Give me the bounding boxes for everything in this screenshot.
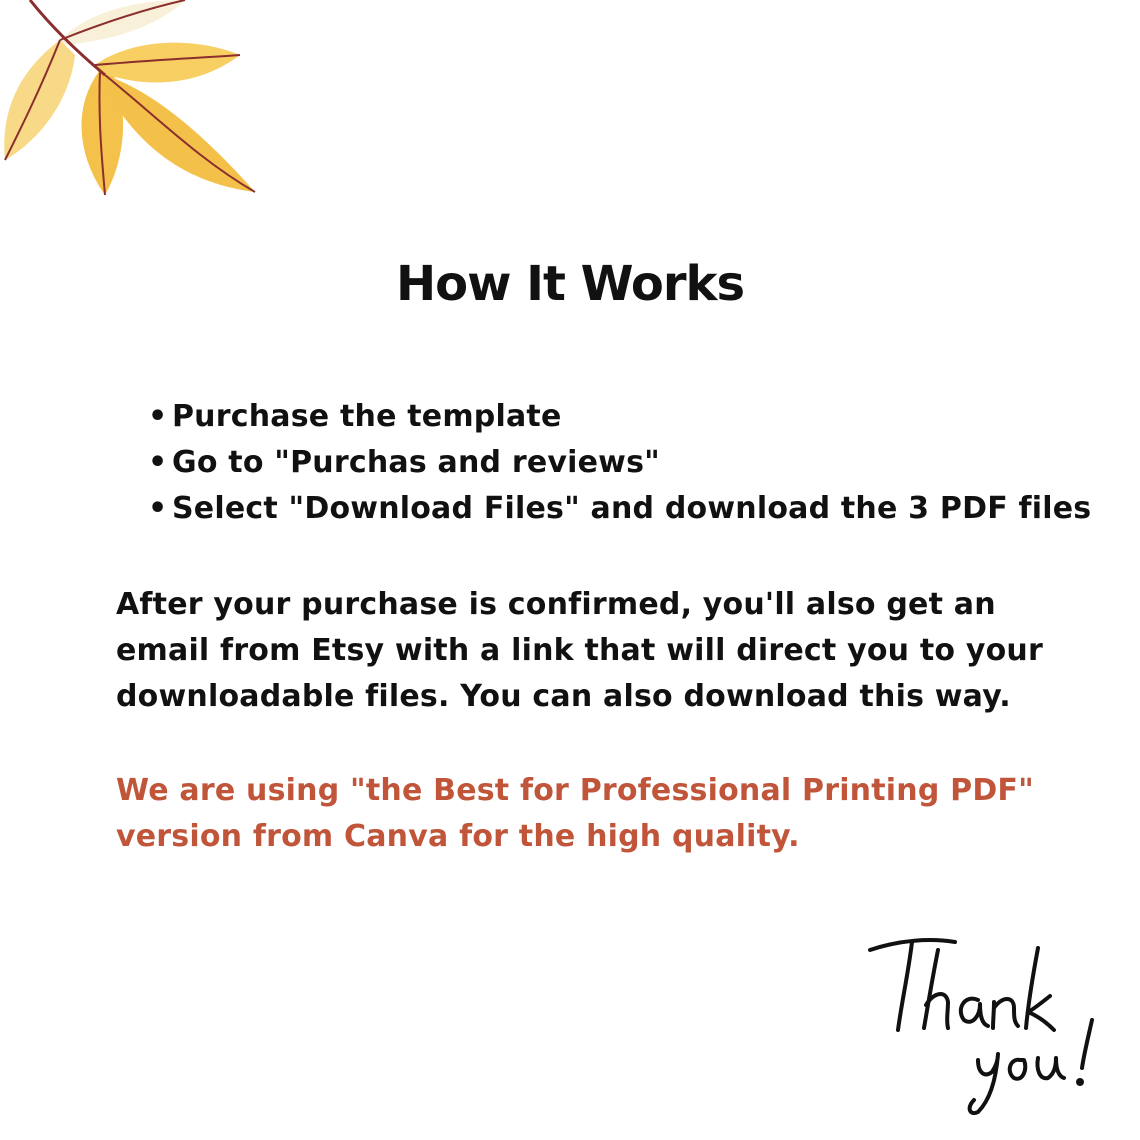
info-paragraph: After your purchase is confirmed, you'll also get an email from Etsy with a link that will direct you to your downloadable files. You can also download this way. [116,587,1043,714]
leaf-yellow-left [4,40,75,160]
leaf-pale-top [60,0,185,45]
page-title: How It Works [395,256,745,312]
autumn-leaf-icon [0,0,270,210]
list-item [148,394,1091,440]
bullet: • [148,491,168,526]
leaf-yellow-top [95,43,240,83]
thank-you-signature [860,920,1110,1120]
bullet: • [148,399,168,434]
steps-list [148,394,1091,532]
step-text: Purchase the template [172,399,562,434]
list-item [148,486,1091,532]
step-text: Go to "Purchas and reviews" [172,445,660,480]
step-text: Select "Download Files" and download the 3 PDF files [172,491,1092,526]
quality-note: We are using "the Best for Professional Printing PDF" version from Canva for the high quality. [116,773,1034,854]
list-item [148,440,1091,486]
bullet: • [148,445,168,480]
leaf-yellow-right [105,75,255,192]
